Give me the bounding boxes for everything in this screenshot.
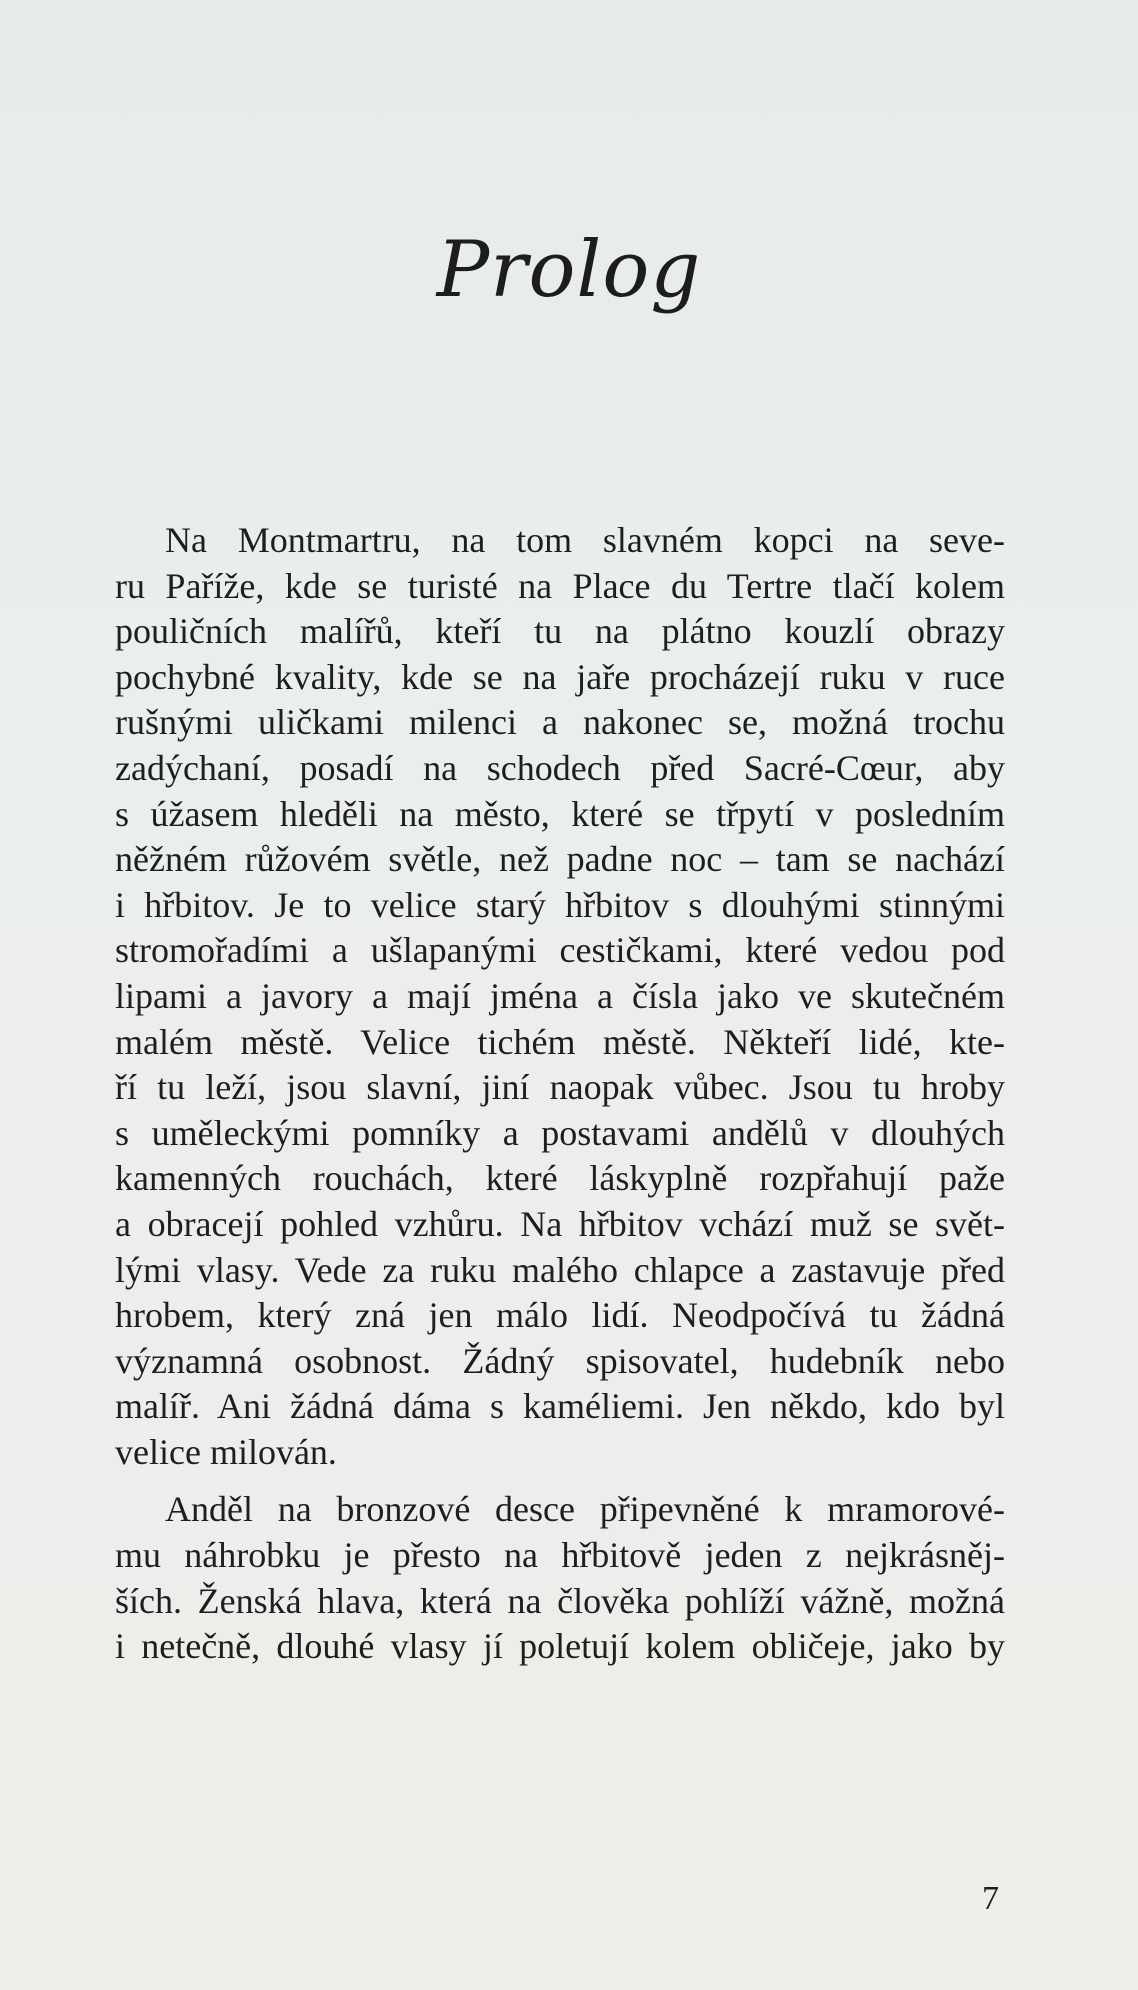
text-line: rušnými uličkami milenci a nakonec se, možná trochu: [115, 702, 1005, 743]
text-line: významná osobnost. Žádný spisovatel, hudebník nebo: [115, 1340, 1005, 1381]
text-line: malíř. Ani žádná dáma s kaméliemi. Jen někdo, kdo byl: [115, 1386, 1005, 1427]
text-line: ří tu leží, jsou slavní, jiní naopak vůbec. Jsou tu hroby: [115, 1067, 1005, 1108]
text-line: zadýchaní, posadí na schodech před Sacré-Cœur, aby: [115, 747, 1005, 788]
text-line: lými vlasy. Vede za ruku malého chlapce a zastavuje před: [115, 1249, 1005, 1290]
text-line: s úžasem hleděli na město, které se třpytí v posledním: [115, 793, 1005, 834]
text-line: hrobem, který zná jen málo lidí. Neodpočívá tu žádná: [115, 1295, 1005, 1336]
text-line: ru Paříže, kde se turisté na Place du Tertre tlačí kolem: [115, 565, 1005, 606]
text-line: Na Montmartru, na tom slavném kopci na seve-: [165, 520, 1005, 560]
text-line: pochybné kvality, kde se na jaře procházejí ruku v ruce: [115, 656, 1005, 697]
text-line: Anděl na bronzové desce připevněné k mramorové-: [165, 1489, 1005, 1530]
paragraph-gap: [115, 1475, 1005, 1487]
page-number: 7: [982, 1880, 999, 1917]
text-line: velice milován.: [115, 1431, 337, 1472]
text-line: malém městě. Velice tichém městě. Někteří lidé, kte-: [115, 1021, 1005, 1062]
text-line: i hřbitov. Je to velice starý hřbitov s dlouhými stinnými: [115, 884, 1005, 925]
text-line: lipami a javory a mají jména a čísla jako ve skutečném: [115, 975, 1005, 1016]
text-line: ších. Ženská hlava, která na člověka pohlíží vážně, možná: [115, 1580, 1005, 1621]
text-line: kamenných rouchách, které láskyplně rozpřahují paže: [115, 1158, 1005, 1199]
text-line: i netečně, dlouhé vlasy jí poletují kolem obličeje, jako by: [115, 1626, 1005, 1667]
text-line: něžném růžovém světle, než padne noc – tam se nachází: [115, 839, 1005, 880]
text-line: s uměleckými pomníky a postavami andělů v dlouhých: [115, 1112, 1005, 1153]
text-line: pouličních malířů, kteří tu na plátno kouzlí obrazy: [115, 611, 1005, 652]
text-line: stromořadími a ušlapanými cestičkami, které vedou pod: [115, 930, 1005, 971]
text-line: mu náhrobku je přesto na hřbitově jeden z nejkrásněj-: [115, 1535, 1005, 1576]
text-line: a obracejí pohled vzhůru. Na hřbitov vchází muž se svět-: [115, 1203, 1005, 1244]
chapter-title: Prolog: [436, 225, 702, 315]
body-text: [115, 518, 1005, 1670]
